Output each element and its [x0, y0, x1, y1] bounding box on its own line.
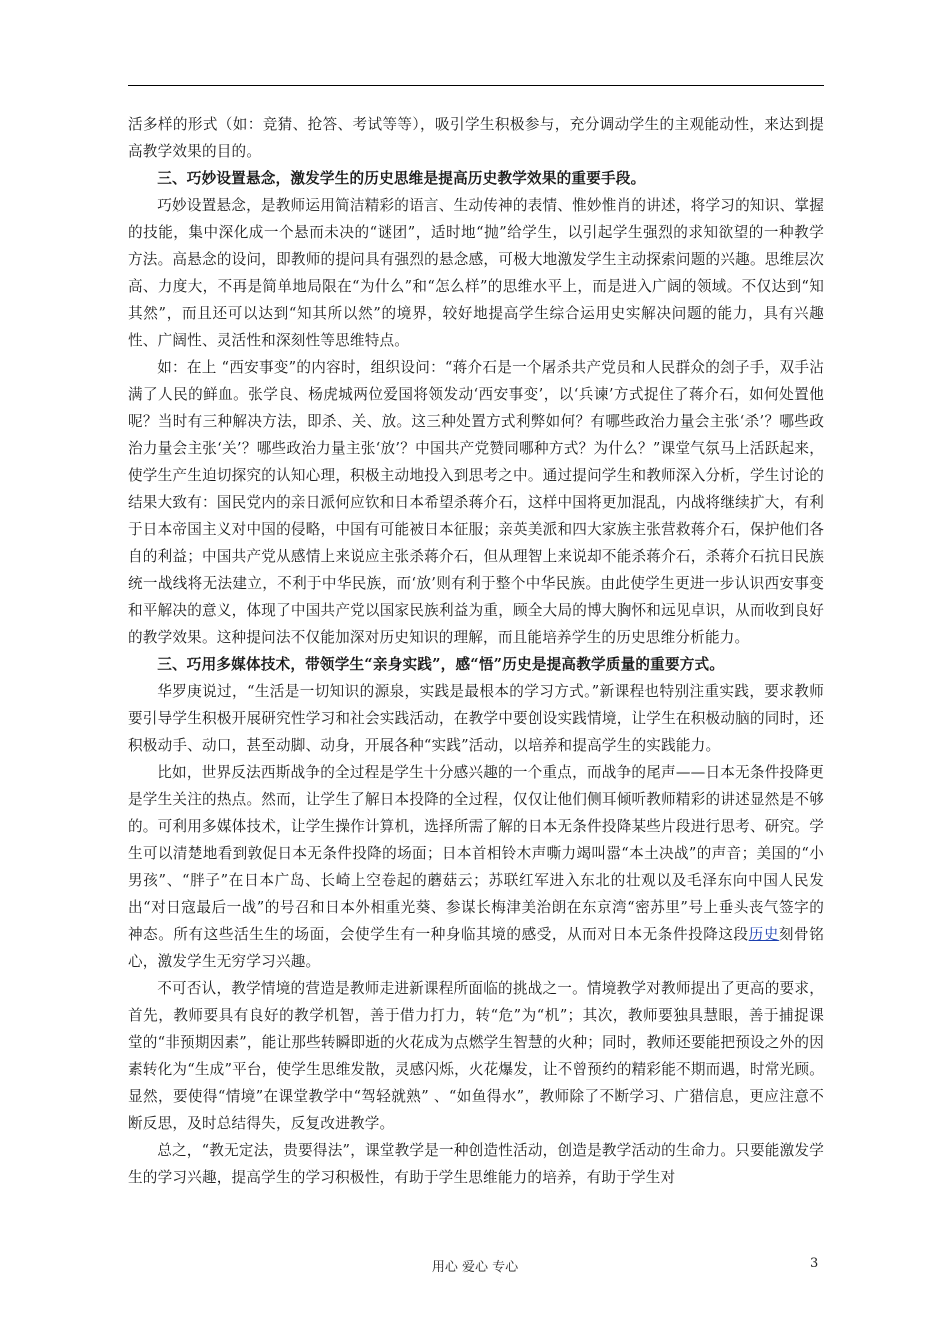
- page-body: [128, 111, 824, 1191]
- paragraph-text-after-link: 刻骨铭心，激发学生无穷学习兴趣。: [128, 926, 824, 970]
- paragraph-xian-incident-example: 如：在上 “西安事变”的内容时，组织设问：“蒋介石是一个屠杀共产党员和人民群众的刽子手，双手沾满了人民的鲜血。张学良、杨虎城两位爱国将领发动‘西安事变’，以‘兵谏’方式捉住了蒋介石，如何处置他呢？当时有三种解决方法，即杀、关、放。这三种处置方式利弊如何？有哪些政治力量会主张‘杀’？哪些政治力量会主张‘关’？哪些政治力量主张‘放’？中国共产党赞同哪种方式？为什么？”课堂气氛马上活跃起来，使学生产生迫切探究的认知心理，积极主动地投入到思考之中。通过提问学生和教师深入分析，学生讨论的结果大致有：国民党内的亲日派何应钦和日本希望杀蒋介石，这样中国将更加混乱，内战将继续扩大，有利于日本帝国主义对中国的侵略，中国有可能被日本征服；亲英美派和四大家族主张营救蒋介石，保护他们各自的利益；中国共产党从感情上来说应主张杀蒋介石，但从理智上来说却不能杀蒋介石，杀蒋介石抗日民族统一战线将无法建立，不利于中华民族，而‘放’则有利于整个中华民族。由此使学生更进一步认识西安事变和平解决的意义，体现了中国共产党以国家民族利益为重，顾全大局的博大胸怀和远见卓识，从而收到良好的教学效果。这种提问法不仅能加深对历史知识的理解，而且能培养学生的历史思维分析能力。: [128, 359, 824, 646]
- header-rule: [128, 85, 824, 86]
- paragraph-text-before-link: 比如，世界反法西斯战争的全过程是学生十分感兴趣的一个重点，而战争的尾声——日本无条件投降更是学生关注的热点。然而，让学生了解日本投降的全过程，仅仅让他们侧耳倾听教师精彩的讲述显然是不够的。可利用多媒体技术，让学生操作计算机，选择所需了解的日本无条件投降某些片段进行思考、研究。学生可以清楚地看到敦促日本无条件投降的场面；日本首相铃木声嘶力竭叫嚣“本土决战”的声音；美国的“小男孩”、“胖子”在日本广岛、长崎上空卷起的蘑菇云；苏联红军进入东北的壮观以及毛泽东向中国人民发出“对日寇最后一战”的号召和日本外相重光葵、参谋长梅津美治朗在东京湾“密苏里”号上垂头丧气签字的神态。所有这些活生生的场面，会使学生有一种身临其境的感受，从而对日本无条件投降这段: [128, 764, 824, 943]
- paragraph-practice: 华罗庚说过，“生活是一切知识的源泉，实践是最根本的学习方式。”新课程也特别注重实践，要求教师要引导学生积极开展研究性学习和社会实践活动，在教学中要创设实践情境，让学生在积极动脑的同时，还积极动手、动口，甚至动脚、动身，开展各种“实践”活动，以培养和提高学生的实践能力。: [128, 683, 824, 754]
- paragraph-teaching-context: 不可否认，教学情境的营造是教师走进新课程所面临的挑战之一。情境教学对教师提出了更高的要求，首先，教师要具有良好的教学机智，善于借力打力，转“危”为“机”；其次，教师要独具慧眼，善于捕捉课堂的“非预期因素”，能让那些转瞬即逝的火花成为点燃学生智慧的火种；同时，教师还要能把预设之外的因素转化为“生成”平台，使学生思维发散，灵感闪烁，火花爆发，让不曾预约的精彩能不期而遇，时常光顾。显然，要使得“情境”在课堂教学中“驾轻就熟” 、“如鱼得水”，教师除了不断学习、广猎信息，更应注意不断反思，及时总结得失，反复改进教学。: [128, 980, 824, 1132]
- paragraph-conclusion: 总之，“教无定法，贵要得法”，课堂教学是一种创造性活动，创造是教学活动的生命力。只要能激发学生的学习兴趣，提高学生的学习积极性，有助于学生思维能力的培养，有助于学生对: [128, 1142, 824, 1186]
- footer-motto: 用心 爱心 专心: [431, 1260, 519, 1275]
- paragraph-continued: 活多样的形式（如：竞猜、抢答、考试等等），吸引学生积极参与，充分调动学生的主观能动性，来达到提高教学效果的目的。: [128, 116, 824, 160]
- section-heading-multimedia: 三、巧用多媒体技术，带领学生“亲身实践”，感“悟”历史是提高教学质量的重要方式。: [157, 656, 725, 673]
- paragraph-japan-surrender-example: [128, 759, 824, 975]
- section-heading-suspense: 三、巧妙设置悬念，激发学生的历史思维是提高历史教学效果的重要手段。: [157, 170, 646, 187]
- history-link[interactable]: 历史: [748, 926, 779, 943]
- page-number: 3: [810, 1256, 819, 1271]
- paragraph-suspense-method: 巧妙设置悬念，是教师运用简洁精彩的语言、生动传神的表情、惟妙惟肖的讲述，将学习的知识、掌握的技能，集中深化成一个悬而未决的“谜团”，适时地“抛”给学生，以引起学生强烈的求知欲望的一种教学方法。高悬念的设问，即教师的提问具有强烈的悬念感，可极大地激发学生主动探索问题的兴趣。思维层次高、力度大，不再是简单地局限在“为什么”和“怎么样”的思维水平上，而是进入广阔的领域。不仅达到“知其然”，而且还可以达到“知其所以然”的境界，较好地提高学生综合运用史实解决问题的能力，具有兴趣性、广阔性、灵活性和深刻性等思维特点。: [128, 197, 824, 349]
